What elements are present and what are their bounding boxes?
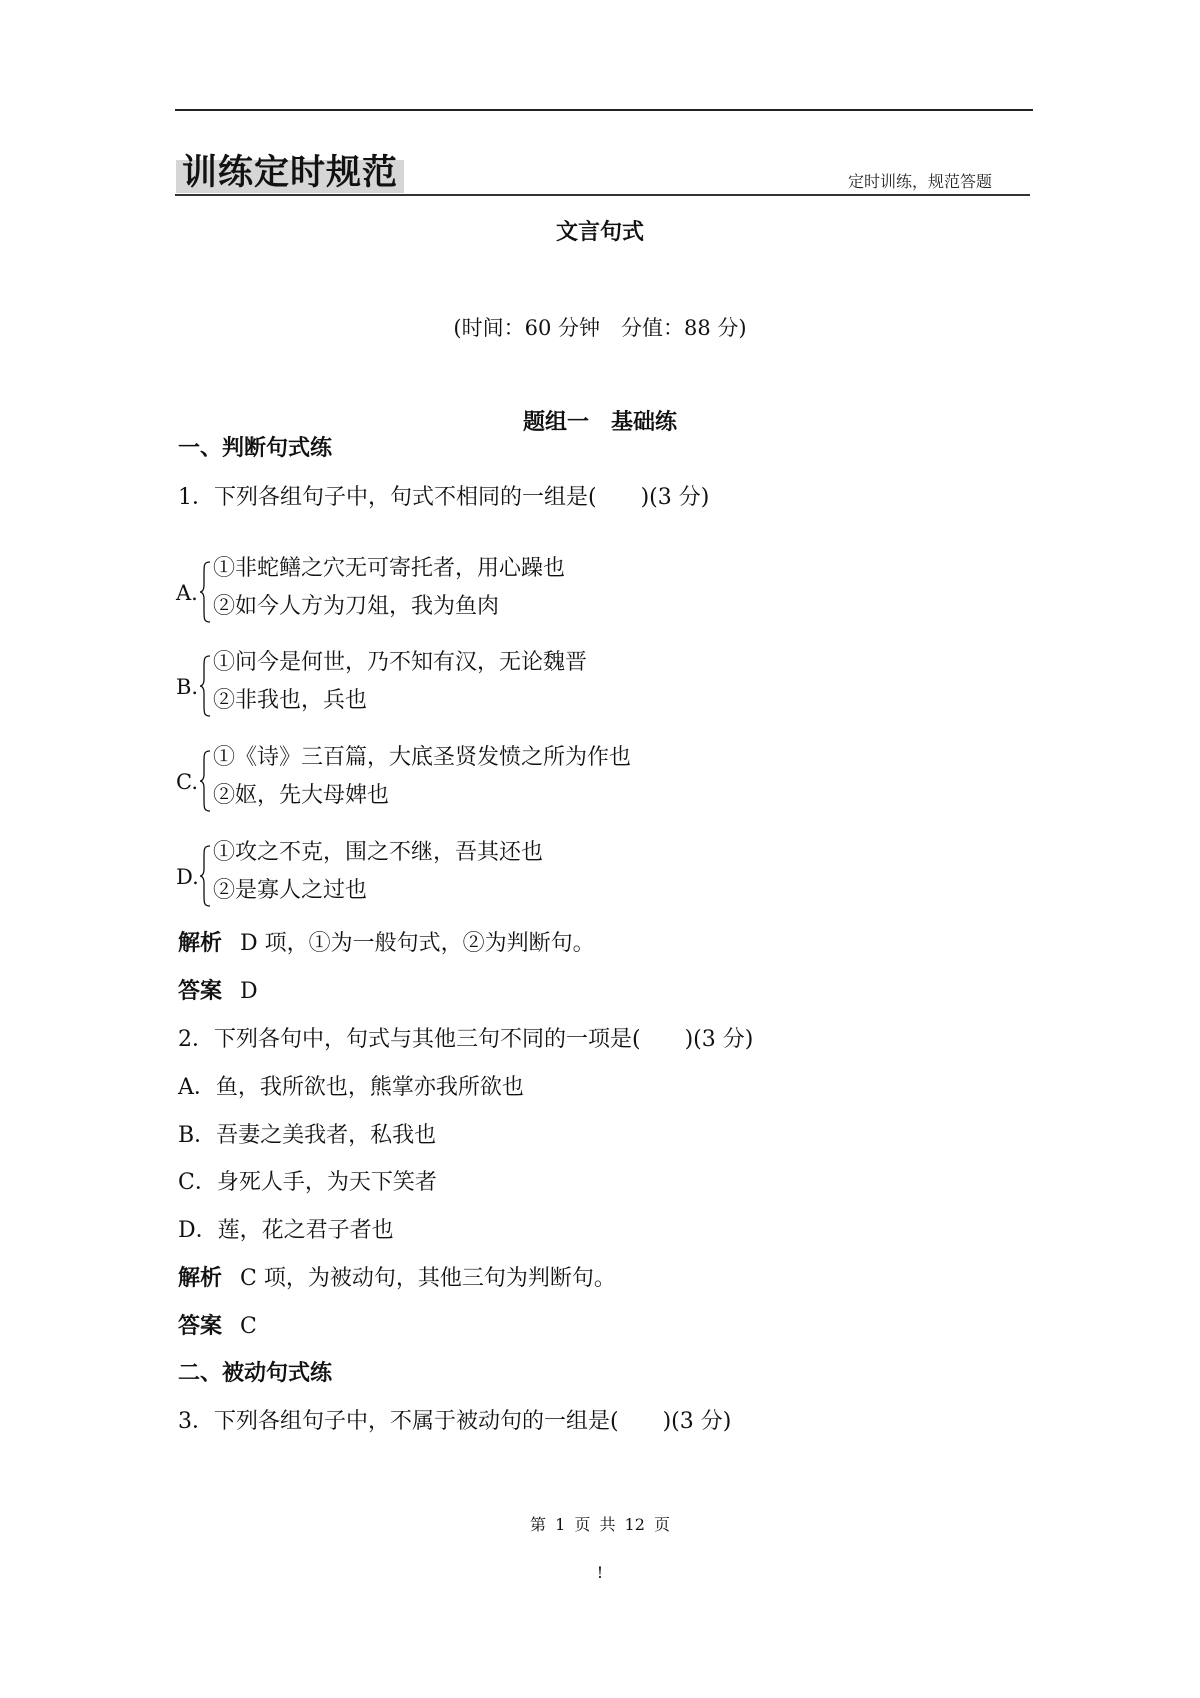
q1-option-d-sentence-1: ①攻之不克，围之不继，吾其还也: [213, 840, 544, 865]
page-number: 第 1 页 共 12 页: [530, 1515, 670, 1534]
q2-option-c: C．身死人手，为天下笑者: [178, 1170, 437, 1195]
banner-rule: [175, 194, 1030, 196]
q2-option-d: D．莲，花之君子者也: [178, 1218, 394, 1243]
q2-answer: [178, 1312, 257, 1342]
analysis-label: 解析: [178, 931, 223, 956]
section-heading-passive: 二、被动句式练: [178, 1361, 333, 1386]
brace-icon: [199, 750, 211, 812]
q2-answer-value: C: [240, 1314, 257, 1339]
document-title: 文言句式: [555, 220, 644, 245]
q1-analysis: [178, 929, 595, 959]
q1-option-c-sentence-2: ②妪，先大母婢也: [213, 783, 390, 808]
q1-option-b-sentence-2: ②非我也，兵也: [213, 688, 368, 713]
q1-option-a-sentence-2: ②如今人方为刀俎，我为鱼肉: [213, 594, 500, 619]
q2-option-a: A．鱼，我所欲也，熊掌亦我所欲也: [178, 1075, 524, 1100]
footer-mark: !: [596, 1563, 604, 1582]
q1-option-d-sentence-2: ②是寡人之过也: [213, 878, 368, 903]
q1-option-c-letter: C.: [176, 770, 198, 794]
analysis-label: 解析: [178, 1266, 223, 1291]
q1-answer-value: D: [240, 979, 258, 1004]
question-3-stem: 3．下列各组句子中，不属于被动句的一组是( )(3 分): [178, 1409, 732, 1434]
time-score-meta: (时间：60 分钟 分值：88 分): [453, 316, 747, 340]
brace-icon: [199, 655, 211, 717]
top-rule: [175, 109, 1033, 111]
brace-icon: [199, 561, 211, 623]
brace-icon: [199, 845, 211, 907]
q1-option-a-letter: A.: [176, 581, 198, 605]
answer-label: 答案: [178, 979, 223, 1004]
q1-option-b-letter: B.: [176, 675, 199, 699]
q1-option-a-sentence-1: ①非蛇鳝之穴无可寄托者，用心躁也: [213, 556, 566, 581]
q1-answer: [178, 977, 258, 1007]
banner-subtitle: 定时训练，规范答题: [848, 172, 993, 191]
q2-option-b: B．吾妻之美我者，私我也: [178, 1123, 437, 1148]
q1-analysis-text: D 项，①为一般句式，②为判断句。: [240, 931, 595, 956]
section-heading-judgment: 一、判断句式练: [178, 436, 333, 461]
question-2-stem: 2．下列各句中，句式与其他三句不同的一项是( )(3 分): [178, 1027, 754, 1052]
q2-analysis: [178, 1264, 616, 1294]
q1-option-c-sentence-1: ①《诗》三百篇，大底圣贤发愤之所为作也: [213, 745, 632, 770]
answer-label: 答案: [178, 1314, 223, 1339]
group-title: 题组一 基础练: [522, 410, 677, 435]
q1-option-d-letter: D.: [176, 865, 199, 889]
q2-analysis-text: C 项，为被动句，其他三句为判断句。: [240, 1266, 616, 1291]
question-1-stem: 1．下列各组句子中，句式不相同的一组是( )(3 分): [178, 485, 710, 510]
banner-title: 训练定时规范: [182, 153, 399, 193]
q1-option-b-sentence-1: ①问今是何世，乃不知有汉，无论魏晋: [213, 650, 588, 675]
